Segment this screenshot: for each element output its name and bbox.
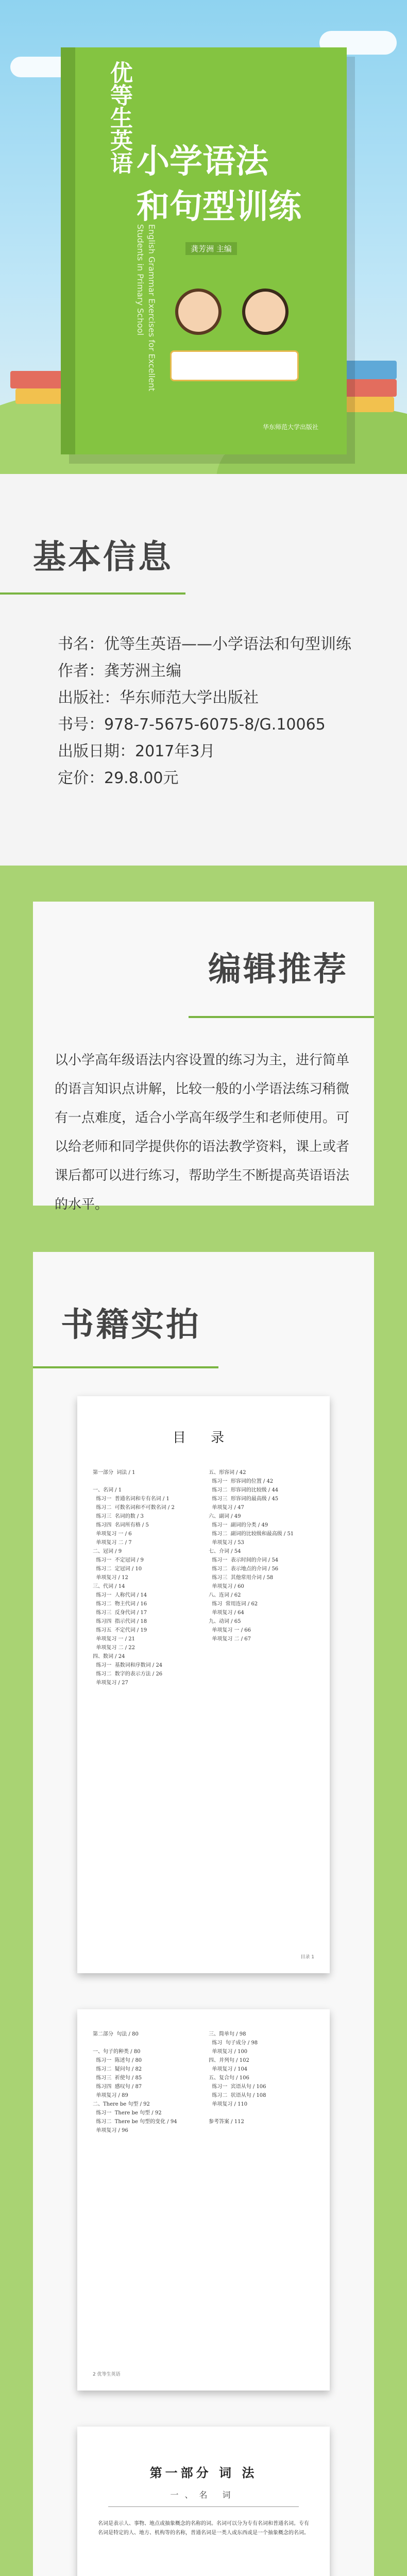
- recommend-section: [0, 866, 407, 1242]
- heading-rule: [189, 1016, 374, 1018]
- cover-english-title: English Grammar Exercises for Excellent Students in Primary School: [135, 224, 157, 392]
- basic-info-section: [0, 474, 407, 866]
- open-book-illustration: [170, 350, 299, 381]
- cover-publisher: 华东师范大学出版社: [263, 423, 319, 431]
- content-part-title: 第一部分 词 法: [149, 2465, 258, 2480]
- cover-author-badge: 龚芳洲 主编: [185, 242, 237, 255]
- divider: [108, 2506, 299, 2507]
- cover-title-line2: 和句型训练: [137, 188, 301, 226]
- heading-rule: [33, 1366, 218, 1368]
- basic-info-heading: 基本信息: [33, 538, 173, 577]
- toc2-left-column: 第二部分 句法 / 80 一、句子的种类 / 80 练习一 陈述句 / 80 练习二 疑问句 / 82 练习三 祈使句 / 85 练习四 感叹句 / 87 单项复习 / 89 二、There be 句型 / 92 练习一 There be 句型 / 92 练习二 There be 句型的变化 / 94 单项复习 / 96: [93, 2031, 177, 2133]
- heading-rule: [0, 592, 185, 595]
- toc-right-column: 五、形容词 / 42 练习一 形容词的位置 / 42 练习二 形容词的比较级 / 44 练习三 形容词的最高级 / 45 单项复习 / 47 六、副词 / 49 练习一 副词的分类 / 49 练习二 副词的比较级和最高级 / 51 单项复习 / 53 七、介词 / 54 练习一 表示时间的介词 / 54 练习二 表示地点的介词 / 56 练习三 其他常用介词 / 58 单项复习 / 60 八、连词 / 62 练习 常用连词 / 62 单项复习 / 64 九、动词 / 65 单项复习 一 / 66 单项复习 二 / 67: [209, 1470, 294, 1642]
- book-spine: [61, 47, 75, 454]
- info-item-author: 作者：龚芳洲主编: [58, 662, 181, 680]
- page-footer: 2 优等生英语: [93, 2372, 121, 2377]
- content-intro: 名词是表示人、事物、地点或抽象概念的名称的词。名词可以分为专有名词和普通名词。专有名词是特定的人、地方、机构等的名称，普通名词是一类人或东西或是一个抽象概念的名词。: [98, 2521, 309, 2536]
- info-item-title: 书名：优等生英语——小学语法和句型训练: [58, 635, 351, 653]
- recommend-heading: 编辑推荐: [208, 950, 348, 989]
- kid-illustration: [175, 289, 222, 335]
- book-page-toc: [77, 1396, 330, 1973]
- photos-card: [33, 1252, 374, 2576]
- content-chapter-title: 一、名 词: [170, 2490, 237, 2500]
- photos-section: [0, 1242, 407, 2576]
- info-item-date: 出版日期：2017年3月: [58, 742, 215, 760]
- toc-left-column: 第一部分 词法 / 1 一、名词 / 1 练习一 普通名词和专有名词 / 1 练习二 可数名词和不可数名词 / 2 练习三 名词的数 / 3 练习四 名词所有格 / 5 单项复习 一 / 6 单项复习 二 / 7 二、冠词 / 9 练习一 不定冠词 / 9 练习二 定冠词 / 10 单项复习 / 12 三、代词 / 14 练习一 人称代词 / 14 练习二 物主代词 / 16 练习三 反身代词 / 17 练习四 指示代词 / 18 练习五 不定代词 / 19 单项复习 一 / 21 单项复习 二 / 22 四、数词 / 24 练习一 基数词和序数词 / 24 练习二 数字的表示方法 / 26 单项复习 / 27: [93, 1470, 175, 1686]
- info-item-publisher: 出版社：华东师范大学出版社: [58, 689, 259, 707]
- info-item-price: 定价：29.8.00元: [58, 769, 179, 787]
- hero-banner: [0, 0, 407, 474]
- info-list: [58, 631, 351, 792]
- page-footer: 目录 1: [300, 1955, 314, 1960]
- toc-title: 目 录: [172, 1430, 235, 1446]
- info-item-isbn: 书号：978-7-5675-6075-8/G.10065: [58, 716, 326, 734]
- toc2-right-column: 三、简单句 / 98 练习 句子成分 / 98 单项复习 / 100 四、并列句 / 102 单项复习 / 104 五、复合句 / 106 练习一 宾语从句 / 106 练习二 状语从句 / 108 单项复习 / 110 参考答案 / 112: [209, 2031, 266, 2125]
- recommend-card: [33, 902, 374, 1212]
- kid-illustration: [242, 289, 289, 335]
- cover-series: 优等生英语: [106, 61, 132, 174]
- cover-title: [137, 139, 301, 230]
- cover-title-line1: 小学语法: [137, 143, 268, 181]
- photos-heading: 书籍实拍: [61, 1306, 201, 1344]
- book-page-content: [77, 2427, 330, 2576]
- recommend-text: 以小学高年级语法内容设置的练习为主，进行简单的语言知识点讲解，比较一般的小学语法练习稍微有一点难度，适合小学高年级学生和老师使用。可以给老师和同学提供你的语法教学资料，课上或者课后都可以进行练习，帮助学生不断提高英语语法的水平。: [55, 1053, 350, 1212]
- book-page-toc-2: [77, 2009, 330, 2391]
